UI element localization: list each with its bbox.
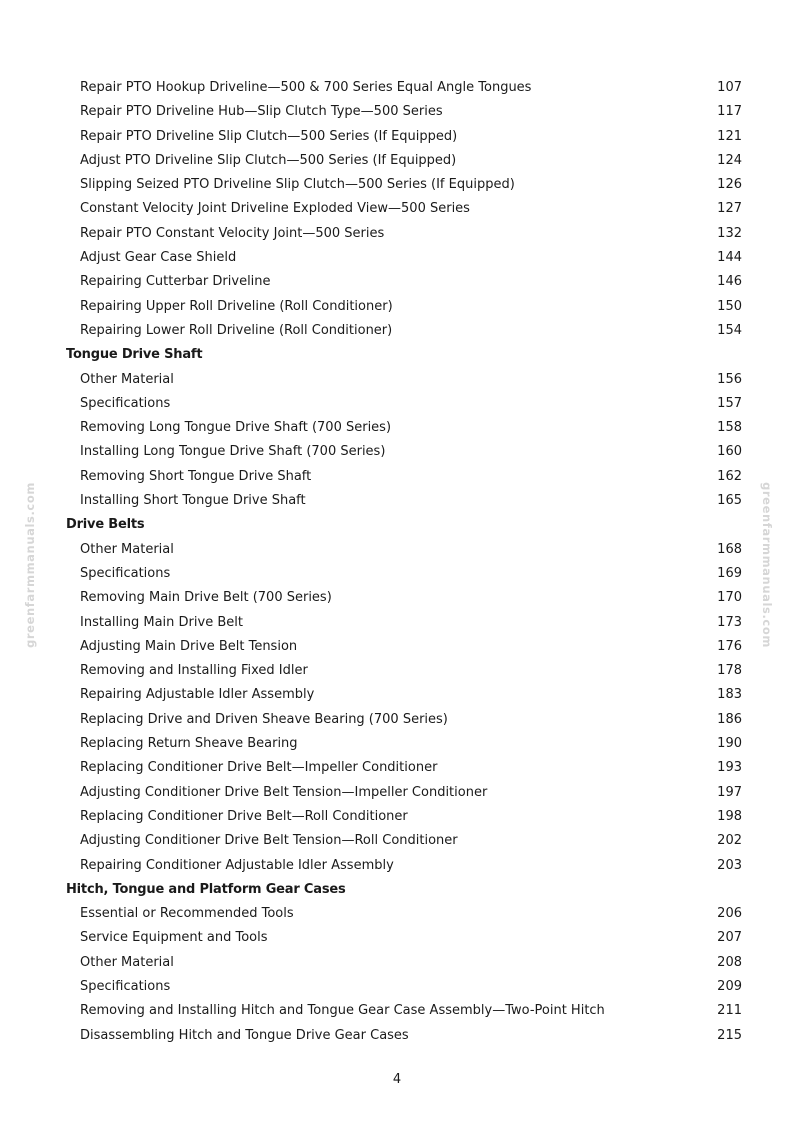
toc-entry[interactable] [0, 246, 794, 270]
toc-entry[interactable] [0, 368, 794, 392]
entry-page-number: 124 [717, 152, 742, 168]
entry-title: Specifications [80, 565, 171, 581]
toc-entry[interactable] [0, 222, 794, 246]
entry-title: Adjusting Conditioner Drive Belt Tension—Impeller Conditioner [80, 784, 488, 800]
toc-entry[interactable] [0, 416, 794, 440]
entry-title: Replacing Conditioner Drive Belt—Roll Conditioner [80, 808, 408, 824]
entry-page-number: 197 [717, 784, 742, 800]
toc-entry[interactable] [0, 319, 794, 343]
toc-entry[interactable] [0, 829, 794, 853]
toc-entry[interactable] [0, 732, 794, 756]
entry-title: Other Material [80, 541, 174, 557]
toc-entry[interactable] [0, 951, 794, 975]
table-of-contents [0, 76, 794, 1048]
entry-title: Repair PTO Constant Velocity Joint—500 Series [80, 225, 385, 241]
toc-entry[interactable] [0, 100, 794, 124]
entry-title: Slipping Seized PTO Driveline Slip Clutch—500 Series (If Equipped) [80, 177, 515, 193]
entry-page-number: 158 [717, 420, 742, 436]
entry-page-number: 186 [717, 711, 742, 727]
entry-title: Adjusting Conditioner Drive Belt Tension—Roll Conditioner [80, 833, 458, 849]
entry-title: Adjusting Main Drive Belt Tension [80, 638, 298, 654]
toc-entry[interactable] [0, 781, 794, 805]
entry-page-number: 146 [717, 274, 742, 290]
toc-entry[interactable] [0, 611, 794, 635]
entry-page-number: 162 [717, 468, 742, 484]
entry-page-number: 193 [717, 760, 742, 776]
entry-page-number: 178 [717, 663, 742, 679]
toc-entry[interactable] [0, 173, 794, 197]
toc-entry[interactable] [0, 854, 794, 878]
entry-title: Removing Main Drive Belt (700 Series) [80, 590, 332, 606]
toc-entry[interactable] [0, 295, 794, 319]
entry-title: Repair PTO Hookup Driveline—500 & 700 Series Equal Angle Tongues [80, 80, 532, 95]
toc-entry[interactable] [0, 805, 794, 829]
toc-entry[interactable] [0, 197, 794, 221]
entry-title: Installing Long Tongue Drive Shaft (700 Series) [80, 444, 386, 460]
toc-entry[interactable] [0, 76, 794, 100]
entry-title: Repairing Adjustable Idler Assembly [80, 687, 315, 703]
entry-title: Installing Main Drive Belt [80, 614, 243, 630]
entry-title: Replacing Return Sheave Bearing [80, 736, 298, 752]
entry-page-number: 190 [717, 736, 742, 752]
entry-title: Other Material [80, 954, 174, 970]
entry-title: Replacing Drive and Driven Sheave Bearing (700 Series) [80, 711, 448, 727]
entry-title: Adjust Gear Case Shield [80, 250, 237, 266]
entry-title: Removing Long Tongue Drive Shaft (700 Series) [80, 420, 392, 436]
section-title: Drive Belts [66, 517, 145, 533]
entry-title: Removing and Installing Fixed Idler [80, 663, 308, 679]
toc-section-heading [0, 513, 794, 537]
toc-entry[interactable] [0, 999, 794, 1023]
entry-page-number: 157 [717, 395, 742, 411]
entry-page-number: 198 [717, 808, 742, 824]
entry-page-number: 127 [717, 201, 742, 217]
entry-page-number: 209 [717, 978, 742, 994]
entry-page-number: 168 [717, 541, 742, 557]
entry-title: Service Equipment and Tools [80, 930, 268, 946]
toc-entry[interactable] [0, 635, 794, 659]
entry-title: Specifications [80, 395, 171, 411]
toc-section-heading [0, 343, 794, 367]
toc-entry[interactable] [0, 708, 794, 732]
entry-page-number: 173 [717, 614, 742, 630]
entry-title: Specifications [80, 978, 171, 994]
entry-page-number: 126 [717, 177, 742, 193]
toc-entry[interactable] [0, 975, 794, 999]
entry-page-number: 207 [717, 930, 742, 946]
watermark-right: greenfarmmanuals.com [760, 482, 774, 648]
entry-title: Repairing Cutterbar Driveline [80, 274, 271, 290]
toc-entry[interactable] [0, 538, 794, 562]
entry-title: Repair PTO Driveline Slip Clutch—500 Series (If Equipped) [80, 128, 458, 144]
toc-entry[interactable] [0, 1024, 794, 1048]
entry-page-number: 203 [717, 857, 742, 873]
entry-page-number: 206 [717, 906, 742, 922]
entry-page-number: 154 [717, 322, 742, 338]
entry-page-number: 215 [717, 1027, 742, 1043]
toc-entry[interactable] [0, 440, 794, 464]
toc-entry[interactable] [0, 392, 794, 416]
toc-entry[interactable] [0, 562, 794, 586]
toc-entry[interactable] [0, 683, 794, 707]
entry-page-number: 176 [717, 638, 742, 654]
entry-title: Adjust PTO Driveline Slip Clutch—500 Series (If Equipped) [80, 152, 457, 168]
entry-title: Repair PTO Driveline Hub—Slip Clutch Type—500 Series [80, 104, 443, 120]
entry-page-number: 107 [717, 80, 742, 95]
toc-entry[interactable] [0, 756, 794, 780]
entry-title: Repairing Lower Roll Driveline (Roll Conditioner) [80, 322, 393, 338]
entry-title: Removing Short Tongue Drive Shaft [80, 468, 312, 484]
page-number: 4 [392, 1072, 402, 1087]
section-title: Tongue Drive Shaft [66, 347, 203, 363]
entry-page-number: 144 [717, 250, 742, 266]
toc-entry[interactable] [0, 902, 794, 926]
toc-entry[interactable] [0, 926, 794, 950]
entry-title: Constant Velocity Joint Driveline Exploded View—500 Series [80, 201, 470, 217]
entry-title: Essential or Recommended Tools [80, 906, 294, 922]
entry-page-number: 156 [717, 371, 742, 387]
entry-page-number: 121 [717, 128, 742, 144]
toc-entry[interactable] [0, 659, 794, 683]
entry-page-number: 132 [717, 225, 742, 241]
watermark-left: greenfarmmanuals.com [23, 482, 37, 648]
toc-entry[interactable] [0, 465, 794, 489]
entry-page-number: 202 [717, 833, 742, 849]
entry-page-number: 150 [717, 298, 742, 314]
entry-page-number: 165 [717, 493, 742, 509]
entry-title: Disassembling Hitch and Tongue Drive Gear Cases [80, 1027, 409, 1043]
entry-title: Repairing Upper Roll Driveline (Roll Conditioner) [80, 298, 393, 314]
entry-page-number: 117 [717, 104, 742, 120]
entry-title: Installing Short Tongue Drive Shaft [80, 493, 306, 509]
entry-title: Replacing Conditioner Drive Belt—Impeller Conditioner [80, 760, 438, 776]
entry-title: Other Material [80, 371, 174, 387]
toc-entry[interactable] [0, 149, 794, 173]
toc-entry[interactable] [0, 125, 794, 149]
toc-entry[interactable] [0, 489, 794, 513]
section-title: Hitch, Tongue and Platform Gear Cases [66, 881, 346, 897]
entry-title: Removing and Installing Hitch and Tongue Gear Case Assembly—Two-Point Hitch [80, 1003, 605, 1019]
entry-page-number: 211 [717, 1003, 742, 1019]
toc-section-heading [0, 878, 794, 902]
entry-page-number: 170 [717, 590, 742, 606]
entry-page-number: 208 [717, 954, 742, 970]
toc-entry[interactable] [0, 586, 794, 610]
entry-page-number: 160 [717, 444, 742, 460]
entry-title: Repairing Conditioner Adjustable Idler Assembly [80, 857, 394, 873]
entry-page-number: 183 [717, 687, 742, 703]
toc-entry[interactable] [0, 270, 794, 294]
entry-page-number: 169 [717, 565, 742, 581]
